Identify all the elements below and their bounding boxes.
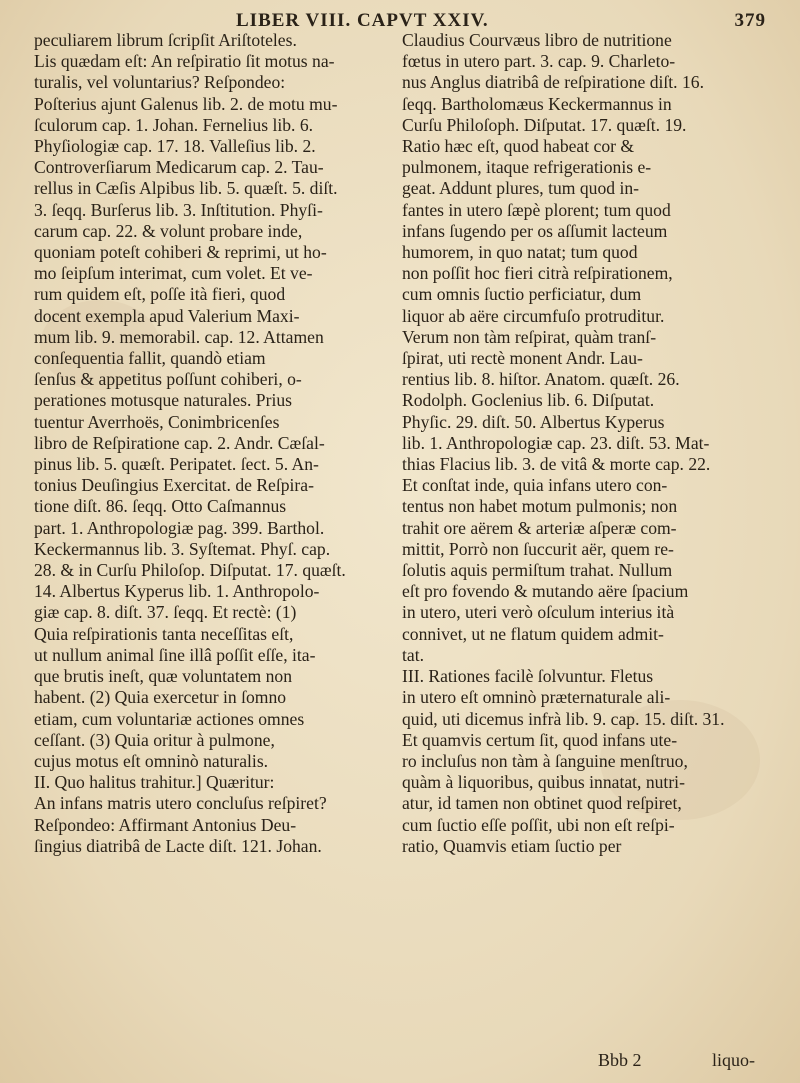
text-line: pinus lib. 5. quæſt. Peripatet. ſect. 5. An- [34,454,319,475]
text-line: Curſu Philoſoph. Diſputat. 17. quæſt. 19. [402,114,687,135]
text-line: ceſſant. (3) Quia oritur à pulmone, [34,729,275,750]
text-line: ratio, Quamvis etiam ſuctio per [402,835,622,856]
text-line: giæ cap. 8. diſt. 37. ſeqq. Et rectè: (1) [34,602,297,623]
text-line: mittit, Porrò non ſuccurit aër, quem re- [402,538,674,559]
text-line: tuentur Averrhoës, Conimbricenſes [34,411,280,432]
text-line: 28. & in Curſu Philoſop. Diſputat. 17. quæſt. [34,560,346,581]
page-header [0,6,800,32]
text-line: tat. [402,644,424,665]
text-line: ut nullum animal ſine illâ poſſit eſſe, ita- [34,644,316,665]
text-line: que brutis ineſt, quæ voluntatem non [34,666,293,687]
text-line: III. Rationes facilè ſolvuntur. Fletus [402,666,654,687]
text-line: Et conſtat inde, quia infans utero con- [402,475,668,496]
text-line: tentus non habet motum pulmonis; non [402,496,678,517]
text-line: quoniam poteſt cohiberi & reprimi, ut ho- [34,242,327,263]
text-line: Claudius Courvæus libro de nutritione [402,30,672,50]
text-line: ſpirat, uti rectè monent Andr. Lau- [402,348,643,369]
text-line: carum cap. 22. & volunt probare inde, [34,220,303,241]
text-line: infans ſugendo per os aſſumit lacteum [402,220,668,241]
text-line: Poſterius ajunt Galenus lib. 2. de motu mu- [34,93,338,114]
text-line: humorem, in quo natat; tum quod [402,242,638,263]
text-line: Et quamvis certum ſit, quod infans ute- [402,729,678,750]
text-line: geat. Addunt plures, tum quod in- [402,178,639,199]
text-line: quàm à liquoribus, quibus innatat, nutri- [402,772,685,793]
text-line: liquor ab aëre circumfuſo protruditur. [402,305,665,326]
text-line: 14. Albertus Kyperus lib. 1. Anthropolo- [34,581,320,602]
text-line: Phyſiologiæ cap. 17. 18. Valleſius lib. 2. [34,136,316,157]
text-line: pulmonem, itaque refrigerationis e- [402,157,652,178]
text-line: ſenſus & appetitus poſſunt cohiberi, o- [34,369,302,390]
text-line: Ratio hæc eſt, quod habeat cor & [402,136,635,157]
text-line: in utero, uteri verò oſculum interius ità [402,602,675,623]
text-line: ſolutis aquis permiſtum trahat. Nullum [402,560,673,581]
text-line: cum ſuctio eſſe poſſit, ubi non eſt reſpi- [402,814,675,835]
text-line: lib. 1. Anthropologiæ cap. 23. diſt. 53. Mat- [402,432,710,453]
text-line: thias Flacius lib. 3. de vitâ & morte cap. 22. [402,454,711,475]
text-line: 3. ſeqq. Burſerus lib. 3. Inſtitution. Phyſi- [34,199,323,220]
text-line: Reſpondeo: Affirmant Antonius Deu- [34,814,297,835]
text-line: etiam, cum voluntariæ actiones omnes [34,708,305,729]
text-line: II. Quo halitus trahitur.] Quæritur: [34,772,275,793]
running-title: LIBER VIII. CAPVT XXIV. [236,10,489,31]
text-line: rellus in Cæſis Alpibus lib. 5. quæſt. 5. diſt. [34,178,338,199]
right-text-column [402,30,768,1050]
text-line: docent exempla apud Valerium Maxi- [34,305,300,326]
text-line: Rodolph. Goclenius lib. 6. Diſputat. [402,390,655,411]
left-text-column [34,30,387,1050]
text-line: Controverſiarum Medicarum cap. 2. Tau- [34,157,324,178]
text-line: mum lib. 9. memorabil. cap. 12. Attamen [34,326,324,347]
signature-mark: Bbb 2 [598,1050,642,1070]
text-line: Keckermannus lib. 3. Syſtemat. Phyſ. cap. [34,538,331,559]
text-line: connivet, ut ne flatum quidem admit- [402,623,664,644]
text-line: atur, id tamen non obtinet quod reſpiret, [402,793,682,814]
text-line: ro incluſus non tàm à ſanguine menſtruo, [402,750,688,771]
text-line: Lis quædam eſt: An reſpiratio ſit motus na- [34,51,335,72]
text-line: quid, uti dicemus infrà lib. 9. cap. 15. diſt. 31. [402,708,725,729]
text-line: tonius Deuſingius Exercitat. de Reſpira- [34,475,314,496]
text-line: ſculorum cap. 1. Johan. Fernelius lib. 6. [34,114,314,135]
text-line: libro de Reſpiratione cap. 2. Andr. Cæſal- [34,432,325,453]
text-line: ſeqq. Bartholomæus Keckermannus in [402,93,672,114]
text-line: trahit ore aërem & arteriæ aſperæ com- [402,517,677,538]
text-line: non poſſit hoc fieri citrà reſpirationem, [402,263,673,284]
text-line: turalis, vel voluntarius? Reſpondeo: [34,72,286,93]
text-line: habent. (2) Quia exercetur in ſomno [34,687,287,708]
text-line: rentius lib. 8. hiſtor. Anatom. quæſt. 26. [402,369,680,390]
text-line: peculiarem librum ſcripſit Ariſtoteles. [34,30,297,50]
text-line: rum quidem eſt, poſſe ità fieri, quod [34,284,286,305]
text-line: tione diſt. 86. ſeqq. Otto Caſmannus [34,496,287,517]
text-line: mo ſeipſum interimat, cum volet. Et ve- [34,263,313,284]
text-line: nus Anglus diatribâ de reſpiratione diſt. 16. [402,72,704,93]
page-number: 379 [734,10,766,31]
catchword: liquo- [712,1050,755,1070]
text-line: fantes in utero ſæpè plorent; tum quod [402,199,671,220]
text-line: conſequentia fallit, quandò etiam [34,348,266,369]
text-line: Phyſic. 29. diſt. 50. Albertus Kyperus [402,411,665,432]
text-line: Quia reſpirationis tanta neceſſitas eſt, [34,623,294,644]
text-line: An infans matris utero concluſus reſpiret? [34,793,327,814]
text-line: fœtus in utero part. 3. cap. 9. Charleto- [402,51,676,72]
text-line: cum omnis ſuctio perficiatur, dum [402,284,642,305]
text-line: cujus motus eſt omninò naturalis. [34,750,269,771]
text-line: perationes motusque naturales. Prius [34,390,292,411]
text-line: in utero eſt omninò præternaturale ali- [402,687,671,708]
text-line: eſt pro fovendo & mutando aëre ſpacium [402,581,689,602]
text-line: Verum non tàm reſpirat, quàm tranſ- [402,326,657,347]
text-line: ſingius diatribâ de Lacte diſt. 121. Johan. [34,835,322,856]
text-line: part. 1. Anthropologiæ pag. 399. Barthol. [34,517,325,538]
